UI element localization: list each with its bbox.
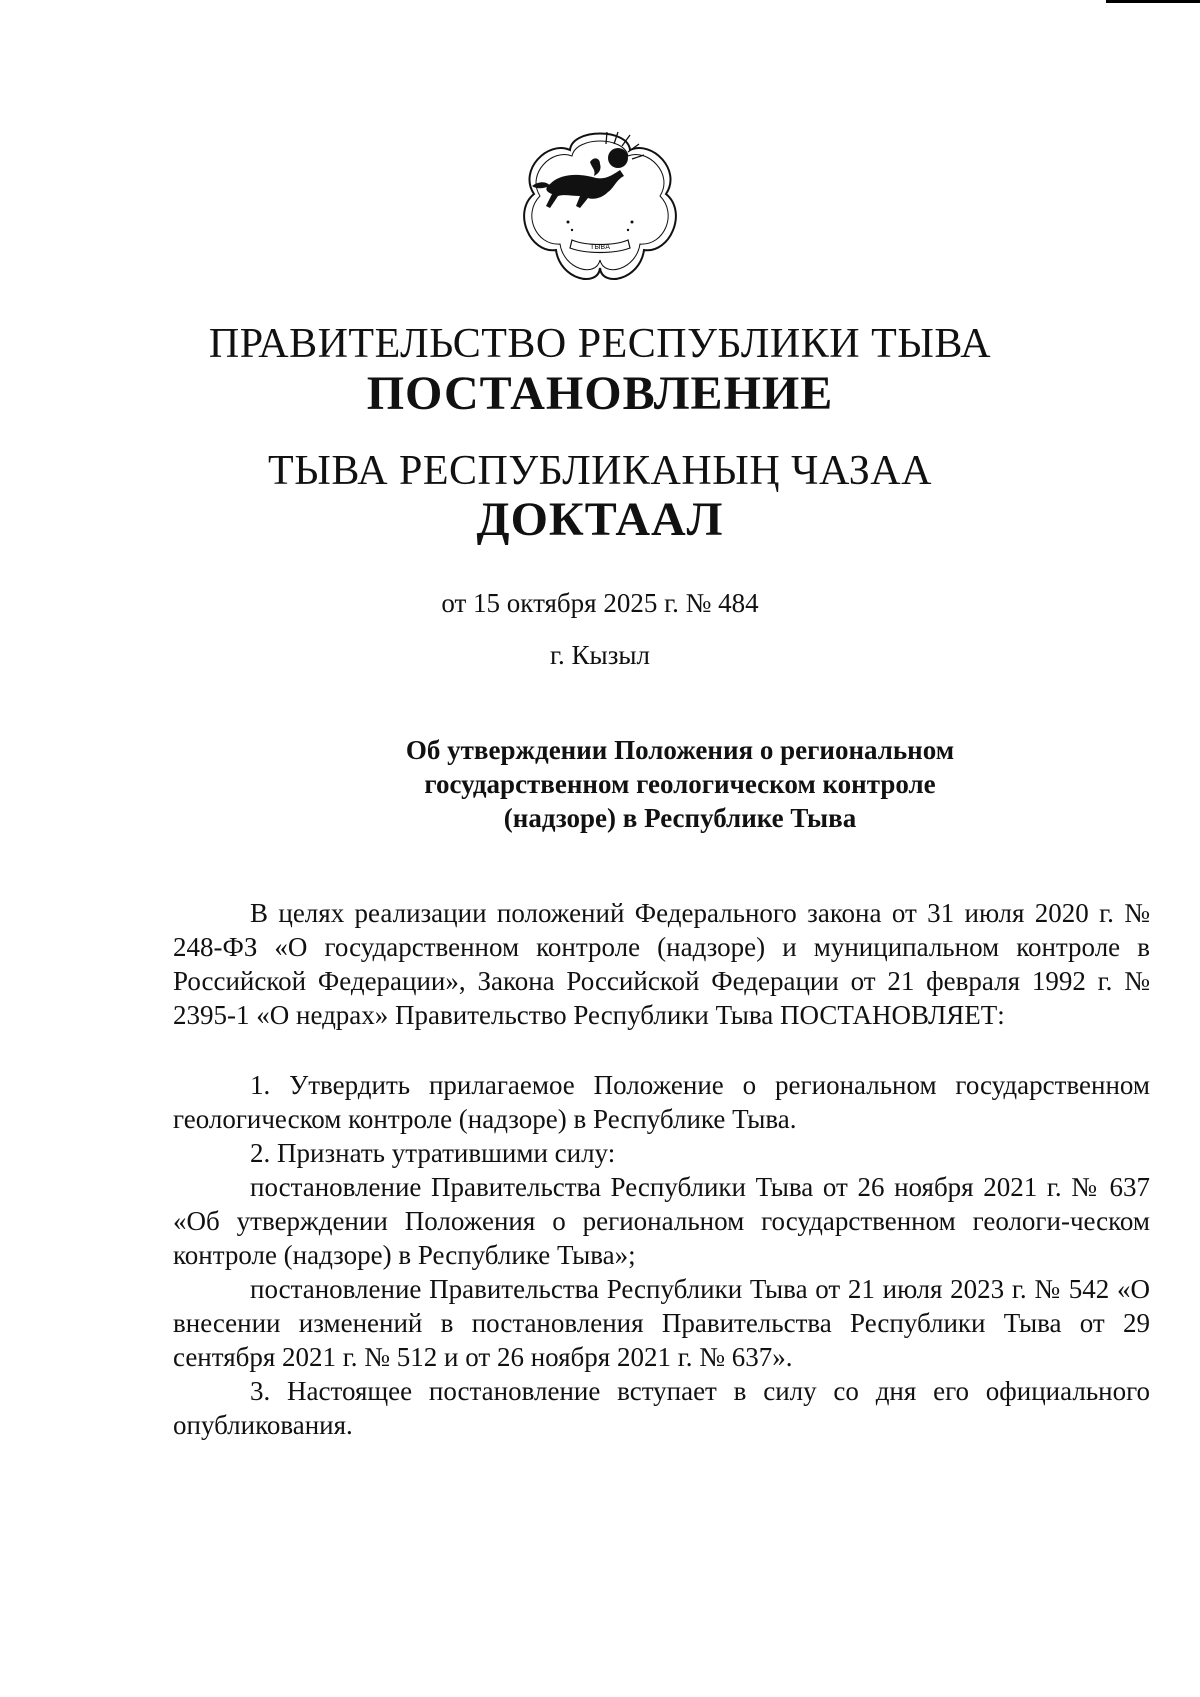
government-name-russian: ПРАВИТЕЛЬСТВО РЕСПУБЛИКИ ТЫВА bbox=[208, 321, 992, 367]
item-2-paragraph: 2. Признать утратившими силу: bbox=[250, 1138, 616, 1168]
document-type-russian: ПОСТАНОВЛЕНИЕ bbox=[366, 367, 834, 420]
government-name-tuvan: ТЫВА РЕСПУБЛИКАНЫҢ ЧАЗАА bbox=[268, 448, 932, 494]
preamble-paragraph: В целях реализации положений Федерального закона от 31 июля 2020 г. № 248-ФЗ «О государственном контроле (надзоре) и муниципальном контроле в Российской Федерации», Закона Российской Федерации от 21 февраля 1992 г. № 2395-1 «О недрах» Правительство Республики Тыва ПОСТАНОВЛЯЕТ: bbox=[173, 898, 1150, 1030]
document-title bbox=[320, 733, 1040, 835]
document-body bbox=[173, 896, 1150, 1442]
coat-of-arms-emblem bbox=[510, 122, 690, 290]
emblem-ribbon-text: ТЫВА bbox=[589, 243, 611, 251]
document-type-tuvan: ДОКТААЛ bbox=[476, 493, 724, 546]
item-3-paragraph: 3. Настоящее постановление вступает в силу со дня его официального опубликования. bbox=[173, 1376, 1150, 1440]
item-2-repealed-act-1: постановление Правительства Республики Тыва от 26 ноября 2021 г. № 637 «Об утверждении Положения о региональном государственном геологи-ческом контроле (надзоре) в Республике Тыва»; bbox=[173, 1172, 1150, 1270]
document-city: г. Кызыл bbox=[550, 640, 650, 670]
document-date-number: от 15 октября 2025 г. № 484 bbox=[441, 588, 759, 618]
scan-edge-mark bbox=[1106, 0, 1200, 3]
title-line-2: государственном геологическом контроле bbox=[424, 769, 936, 799]
item-1-paragraph: 1. Утвердить прилагаемое Положение о региональном государственном геологическом контроле (надзоре) в Республике Тыва. bbox=[173, 1070, 1150, 1134]
title-line-3: (надзоре) в Республике Тыва bbox=[503, 803, 857, 833]
title-line-1: Об утверждении Положения о региональном bbox=[405, 735, 955, 765]
item-2-repealed-act-2: постановление Правительства Республики Тыва от 21 июля 2023 г. № 542 «О внесении изменений в постановления Правительства Республики Тыва от 29 сентября 2021 г. № 512 и от 26 ноября 2021 г. № 637». bbox=[173, 1274, 1150, 1372]
